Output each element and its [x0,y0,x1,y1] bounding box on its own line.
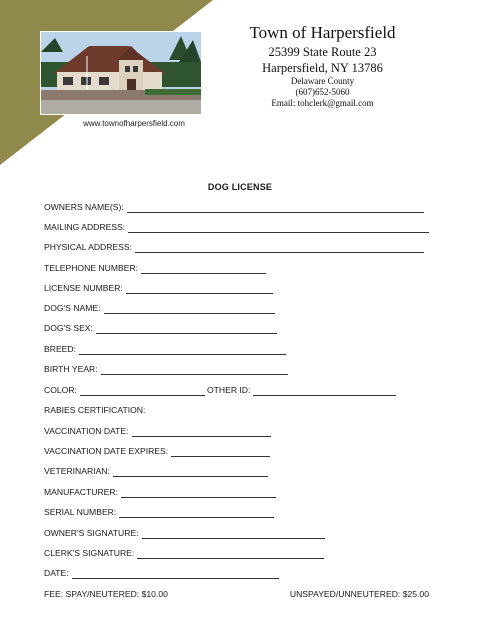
birth-year-field[interactable] [44,363,288,375]
vaccination-expires-label: VACCINATION DATE EXPIRES: [44,446,169,456]
mailing-address-field[interactable] [44,221,429,233]
mailing-address-line[interactable] [128,223,429,233]
telephone-label: TELEPHONE NUMBER: [44,263,139,273]
owner-signature-label: OWNER'S SIGNATURE: [44,528,139,538]
color-label: COLOR: [44,385,77,395]
owner-signature-field[interactable] [44,527,325,539]
serial-number-line[interactable] [119,508,274,518]
owners-name-line[interactable] [127,203,424,213]
license-number-label: LICENSE NUMBER: [44,283,123,293]
breed-label: BREED: [44,344,76,354]
vaccination-date-line[interactable] [132,427,271,437]
county-name: Delaware County [290,76,355,86]
dogs-sex-label: DOG'S SEX: [44,323,93,333]
license-number-field[interactable] [44,282,273,294]
telephone-field[interactable] [44,262,266,274]
veterinarian-field[interactable] [44,465,268,477]
clerk-signature-label: CLERK'S SIGNATURE: [44,548,135,558]
city-state-zip: Harpersfield, NY 13786 [262,61,383,75]
owner-signature-line[interactable] [142,529,325,539]
veterinarian-label: VETERINARIAN: [44,466,110,476]
town-header [225,22,420,109]
vaccination-expires-field[interactable] [44,445,270,457]
telephone-line[interactable] [141,264,266,274]
dogs-name-label: DOG'S NAME: [44,303,101,313]
vaccination-expires-line[interactable] [171,447,270,457]
dogs-name-field[interactable] [44,302,275,314]
vaccination-date-field[interactable] [44,425,271,437]
clerk-signature-line[interactable] [137,549,324,559]
phone-number: (607)652-5060 [295,87,350,97]
fee-unspayed-unneutered: UNSPAYED/UNNEUTERED: $25.00 [289,589,429,599]
color-line[interactable] [80,386,205,396]
street-address: 25399 State Route 23 [268,45,377,59]
veterinarian-line[interactable] [113,467,268,477]
rabies-certification-label: RABIES CERTIFICATION: [44,405,146,415]
manufacturer-label: MANUFACTURER: [44,487,119,497]
birth-year-line[interactable] [101,365,288,375]
physical-address-label: PHYSICAL ADDRESS: [44,242,133,252]
physical-address-field[interactable] [44,241,424,253]
serial-number-field[interactable] [44,506,274,518]
date-line[interactable] [72,569,279,579]
email-address: Email: tohclerk@gmail.com [271,98,374,108]
town-hall-photo [40,31,202,115]
form-title: DOG LICENSE [207,182,273,192]
other-id-label: OTHER ID: [206,385,251,395]
color-other-id-field[interactable] [44,384,396,396]
dogs-sex-line[interactable] [96,324,277,334]
license-number-line[interactable] [126,284,273,294]
vaccination-date-label: VACCINATION DATE: [44,426,129,436]
rabies-certification-heading [44,404,145,416]
breed-line[interactable] [79,345,286,355]
dogs-name-line[interactable] [104,304,275,314]
website-url: www.townofharpersfield.com [83,119,185,128]
town-name: Town of Harpersfield [249,23,396,42]
mailing-address-label: MAILING ADDRESS: [44,222,126,232]
breed-field[interactable] [44,343,286,355]
other-id-line[interactable] [253,386,396,396]
fee-spayed-neutered: FEE: SPAY/NEUTERED: $10.00 [44,589,168,599]
date-label: DATE: [44,568,69,578]
serial-number-label: SERIAL NUMBER: [44,507,117,517]
owners-name-field[interactable] [44,201,424,213]
clerk-signature-field[interactable] [44,547,324,559]
dogs-sex-field[interactable] [44,322,277,334]
birth-year-label: BIRTH YEAR: [44,364,98,374]
manufacturer-field[interactable] [44,486,276,498]
manufacturer-line[interactable] [121,488,276,498]
owners-name-label: OWNERS NAME(S): [44,202,124,212]
physical-address-line[interactable] [135,243,424,253]
date-field[interactable] [44,567,279,579]
